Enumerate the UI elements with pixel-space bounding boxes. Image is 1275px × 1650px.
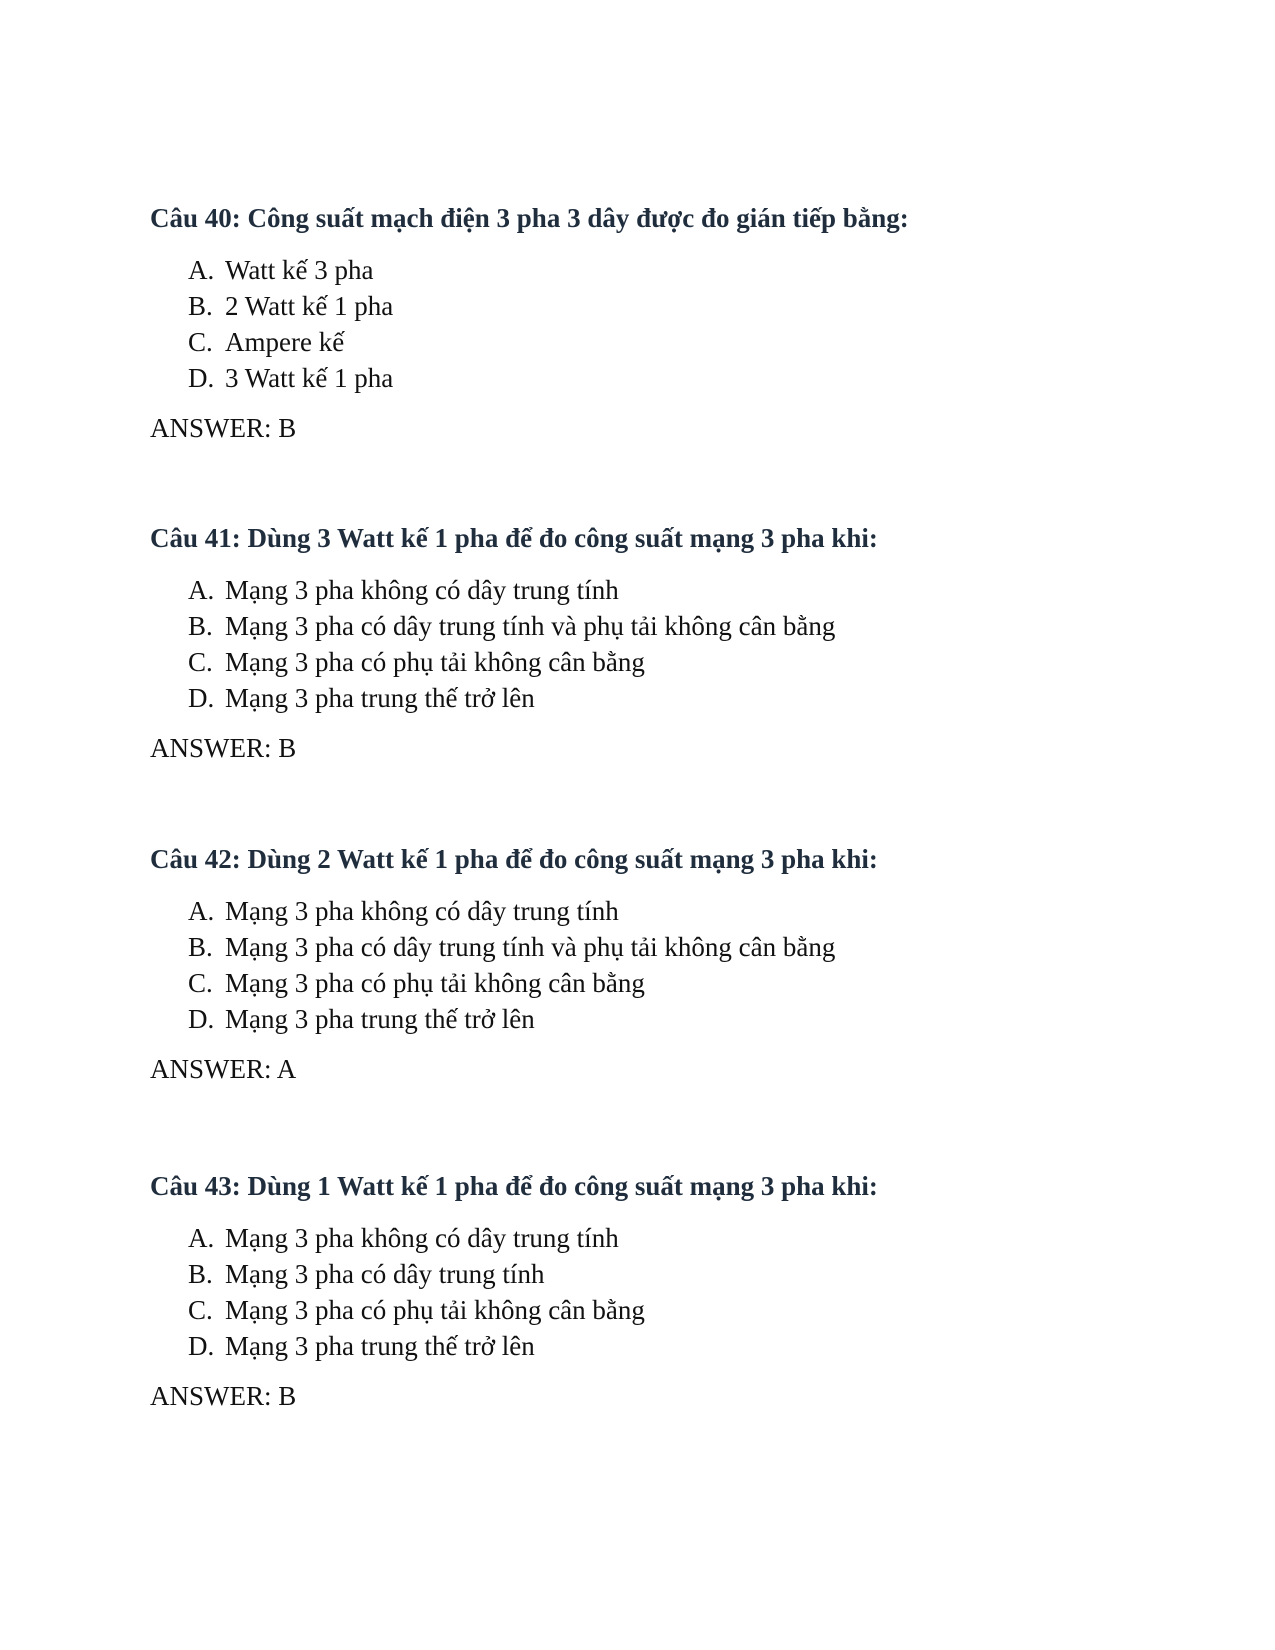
option-b [188, 288, 1150, 324]
option-text: Mạng 3 pha không có dây trung tính [225, 575, 619, 605]
option-d [188, 360, 1150, 396]
option-text: Mạng 3 pha không có dây trung tính [225, 896, 619, 926]
option-text: Ampere kế [225, 327, 345, 357]
option-text: Mạng 3 pha không có dây trung tính [225, 1223, 619, 1253]
answer-line: ANSWER: B [150, 413, 297, 443]
option-letter: A. [188, 575, 215, 605]
option-letter: C. [188, 968, 213, 998]
options-list [188, 893, 1150, 1037]
question-title: Câu 41: Dùng 3 Watt kế 1 pha để đo công suất mạng 3 pha khi: [150, 523, 878, 553]
options-list [188, 1220, 1150, 1364]
option-letter: B. [188, 932, 213, 962]
option-text: 3 Watt kế 1 pha [225, 363, 394, 393]
answer-line: ANSWER: A [150, 1054, 297, 1084]
option-letter: C. [188, 327, 213, 357]
question-title: Câu 40: Công suất mạch điện 3 pha 3 dây được đo gián tiếp bằng: [150, 203, 909, 233]
option-letter: D. [188, 1331, 215, 1361]
answer-line: ANSWER: B [150, 733, 297, 763]
option-text: Mạng 3 pha có dây trung tính và phụ tải không cân bằng [225, 611, 836, 641]
option-b [188, 1256, 1150, 1292]
question-block [150, 843, 1150, 1085]
option-text: Mạng 3 pha có dây trung tính và phụ tải không cân bằng [225, 932, 836, 962]
option-letter: A. [188, 255, 215, 285]
option-c [188, 965, 1150, 1001]
answer-line: ANSWER: B [150, 1381, 297, 1411]
option-d [188, 680, 1150, 716]
option-text: Mạng 3 pha trung thế trở lên [225, 1331, 535, 1361]
option-c [188, 1292, 1150, 1328]
question-block [150, 522, 1150, 764]
option-a [188, 1220, 1150, 1256]
option-a [188, 893, 1150, 929]
option-letter: D. [188, 1004, 215, 1034]
options-list [188, 252, 1150, 396]
option-c [188, 644, 1150, 680]
option-text: Mạng 3 pha có phụ tải không cân bằng [225, 647, 645, 677]
option-b [188, 929, 1150, 965]
question-block [150, 202, 1150, 444]
option-text: Mạng 3 pha có phụ tải không cân bằng [225, 1295, 645, 1325]
option-text: Watt kế 3 pha [225, 255, 374, 285]
option-letter: D. [188, 363, 215, 393]
question-title: Câu 43: Dùng 1 Watt kế 1 pha để đo công suất mạng 3 pha khi: [150, 1171, 878, 1201]
option-letter: B. [188, 611, 213, 641]
option-letter: B. [188, 1259, 213, 1289]
question-title: Câu 42: Dùng 2 Watt kế 1 pha để đo công suất mạng 3 pha khi: [150, 844, 878, 874]
option-letter: C. [188, 647, 213, 677]
option-text: Mạng 3 pha có phụ tải không cân bằng [225, 968, 645, 998]
option-c [188, 324, 1150, 360]
option-letter: A. [188, 1223, 215, 1253]
option-letter: D. [188, 683, 215, 713]
question-block [150, 1170, 1150, 1412]
option-d [188, 1001, 1150, 1037]
option-text: Mạng 3 pha có dây trung tính [225, 1259, 545, 1289]
option-a [188, 252, 1150, 288]
options-list [188, 572, 1150, 716]
option-letter: C. [188, 1295, 213, 1325]
option-b [188, 608, 1150, 644]
option-d [188, 1328, 1150, 1364]
option-text: Mạng 3 pha trung thế trở lên [225, 683, 535, 713]
option-text: 2 Watt kế 1 pha [225, 291, 394, 321]
option-letter: B. [188, 291, 213, 321]
option-a [188, 572, 1150, 608]
option-text: Mạng 3 pha trung thế trở lên [225, 1004, 535, 1034]
option-letter: A. [188, 896, 215, 926]
